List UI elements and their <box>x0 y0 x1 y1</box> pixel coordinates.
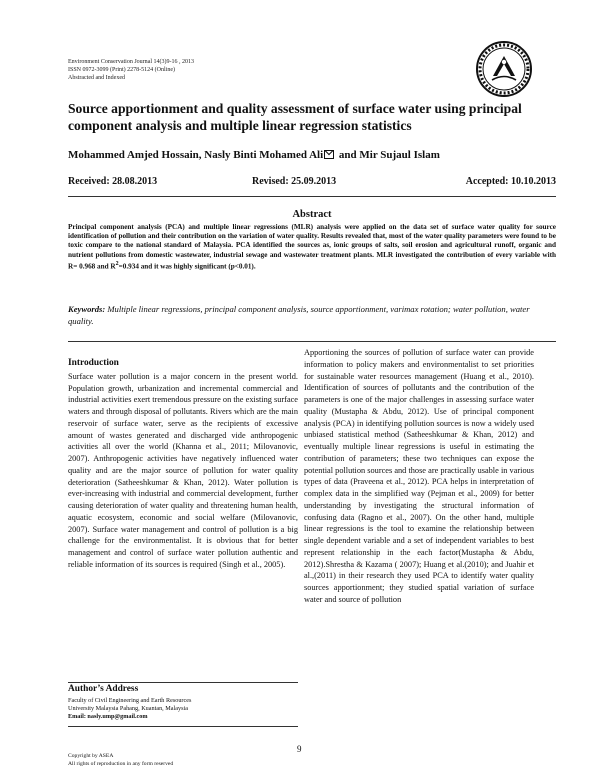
abstract-body: Principal component analysis (PCA) and multiple linear regressions (MLR) analysis were applied on the data set of surface water quality for source identification of pollution and their contribution on the variation of water quality. Results revealed that, most of the water quality parameters were found to be toxic compare to the national standard of Malaysia. PCA identified the sources as, ionic groups of salts, soil erosion and agricultural runoff, organic and nutrient pollutions from domestic wastewater, industrial sewage and wastewater treatment plants. MLR investigated the contribution of every variable with R= 0.968 and R <box>68 223 556 271</box>
author-address <box>68 697 191 721</box>
abstract-body-end: =0.934 and it was highly significant (p<0.01). <box>118 262 256 271</box>
keywords-list: Multiple linear regressions, principal component analysis, source apportionment, varimax rotation; water pollution, water quality. <box>68 304 530 326</box>
introduction-heading: Introduction <box>68 358 119 368</box>
revised-date: Revised: 25.09.2013 <box>252 176 337 187</box>
journal-info <box>68 58 194 82</box>
footer <box>68 752 173 768</box>
email-envelope-icon <box>324 150 334 159</box>
journal-indexing: Abstracted and Indexed <box>68 75 125 81</box>
keywords <box>68 304 556 327</box>
author-names-2: and Mir Sujaul Islam <box>336 149 440 161</box>
accepted-date: Accepted: 10.10.2013 <box>465 176 556 187</box>
rights-notice: All rights of reproduction in any form reserved <box>68 761 174 767</box>
address-heading: Author’s Address <box>68 684 139 694</box>
page-number: 9 <box>297 744 302 754</box>
introduction-paragraph-1: Surface water pollution is a major concern in the present world. Population growth, urbanization and incremental commercial and industrial activities exert tremendous pressure on the existing surface waters and through disposal of pollutants. Rivers which are the main reservoir of surface water, serve as the recipients of excessive amount of wastes generated and discharged vide anthropogenic activities all over the world (Khanna et al., 2011; Milovanovic, 2007). Anthropogenic activities have negatively influenced water quality and are the major source of pollution for water quality deterioration (Satheeshkumar & Khan, 2012). Water pollution is ever-increasing with industrial and commercial development, further causing deterioration of water quality and threatening human health, aquatic ecosystem, economic and social welfare (Milovanovic, 2007). Surface water management and control of pollution is a big challenge for the environmentalist. It is obvious that for better management and control of surface water pollution authentic and reliable information of its sources is required (Singh et al., 2005). <box>68 371 298 569</box>
address-divider-top <box>68 682 298 683</box>
author-names-1: Mohammed Amjed Hossain, Nasly Binti Mohamed Ali <box>68 149 324 161</box>
abstract-text <box>68 223 556 271</box>
column-left <box>68 358 298 571</box>
author-list <box>68 149 548 161</box>
received-date: Received: 28.08.2013 <box>68 176 158 187</box>
journal-citation: Environment Conservation Journal 14(3)9-16 , 2013 <box>68 59 194 65</box>
paper-title: Source apportionment and quality assessment of surface water using principal component analysis and multiple linear regression statistics <box>68 101 522 133</box>
divider-top <box>68 196 556 197</box>
introduction-paragraph-2: Apportioning the sources of pollution of surface water can provide information to policy makers and environmentalist to set priorities for sustainable water resources management (Huang et al., 2010). Identification of sources of pollutants and the contribution of the parameters is one of the major challenges in assessing surface water quality (Mustapha & Abdu, 2012). Use of principal component analysis (PCA) in identifying pollution sources is now a widely used unbiased statistical method (Satheeshkumar & Khan, 2012) and eventually multiple linear regressions is useful in estimating the contribution of parameters; these two techniques can expose the potential pollution sources and those are practically usable in various types of data (Praveena et al., 2012). PCA helps in interpretation of complex data in the simplified way (Pejman et al., 2009) for better understanding by investigating the structural information of confusing data (Ragno et al., 2007). On the other hand, multiple linear regressions is the tool to examine the relationship between single dependent variable and a set of independent variables to best represent relationship in the each factor(Mustapha & Abdu, 2012).Shrestha & Kazama ( 2007); Huang et al.(2010); and Juahir et al.,(2011) in their research they used PCA to identify water quality sources apportionment; they studied spatial variation of surface water and source of pollution <box>304 348 534 604</box>
divider-bottom <box>68 341 556 342</box>
address-line-1: Faculty of Civil Engineering and Earth Resources <box>68 697 192 704</box>
abstract-superscript: 2 <box>115 260 119 267</box>
copyright: Copyright by ASEA <box>68 753 114 759</box>
address-divider-bottom <box>68 726 298 727</box>
abstract-heading: Abstract <box>292 209 332 220</box>
author-email: Email: nasly.ump@gmail.com <box>68 713 148 720</box>
keywords-label: Keywords: <box>68 304 106 314</box>
address-line-2: University Malaysia Pahang, Kuantan, Malaysia <box>68 705 188 712</box>
column-right <box>304 347 534 606</box>
journal-issn: ISSN 0972-3099 (Print) 2278-5124 (Online) <box>68 67 175 73</box>
journal-seal-logo <box>475 40 533 98</box>
